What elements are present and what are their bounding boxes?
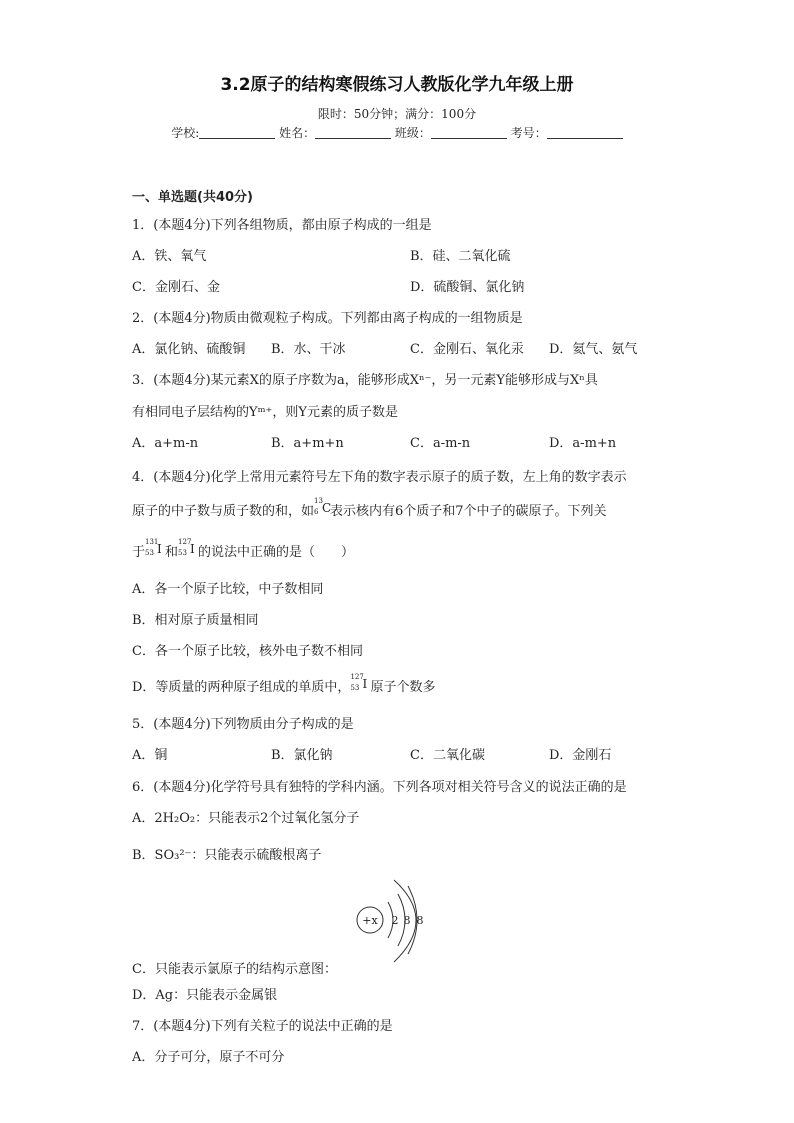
q4-stem-line3a: 于 (132, 545, 146, 560)
q4-stem-line3 (132, 538, 355, 560)
iodine-131-isotope (145, 538, 165, 557)
q7-stem: 7．(本题4分)下列有关粒子的说法中正确的是 (132, 1019, 393, 1034)
q6-option-d[interactable]: D．Ag：只能表示金属银 (132, 988, 278, 1003)
q2-option-a[interactable]: A．氯化钠、硫酸铜 (132, 342, 246, 357)
q6-stem: 6．(本题4分)化学符号具有独特的学科内涵。下列各项对相关符号含义的说法正确的是 (132, 780, 627, 795)
id-blank[interactable] (547, 126, 623, 139)
q3-stem-line2: 有相同电子层结构的Yᵐ⁺，则Y元素的质子数是 (132, 405, 398, 420)
q4-option-d-text2: 原子个数多 (370, 680, 436, 695)
name-blank[interactable] (315, 126, 391, 139)
iodine-127-isotope (178, 538, 198, 557)
q4-stem-line3b: 和 (165, 545, 179, 560)
i127d-mass-number: 127 (350, 673, 364, 681)
iodine-127-isotope-d (350, 673, 370, 692)
c-symbol: C (322, 501, 332, 515)
time-limit: 限时：50分钟；满分：100分 (317, 107, 477, 121)
q2-option-c[interactable]: C．金刚石、氧化汞 (410, 342, 524, 357)
q1-stem: 1．(本题4分)下列各组物质，都由原子构成的一组是 (132, 218, 432, 233)
q5-option-a[interactable]: A．铜 (132, 748, 168, 763)
class-blank[interactable] (431, 126, 507, 139)
q4-stem-line2b: 表示核内有6个质子和7个中子的碳原子。下列关 (330, 504, 607, 519)
class-label: 班级： (394, 126, 431, 140)
school-label: 学校: (171, 126, 200, 140)
q6-option-c[interactable]: C．只能表示氯原子的结构示意图： (132, 962, 337, 977)
q6-option-b[interactable]: B．SO₃²⁻：只能表示硫酸根离子 (132, 848, 322, 863)
q4-stem-line2a: 原子的中子数与质子数的和，如 (132, 504, 315, 519)
q3-option-b[interactable]: B．a+m+n (271, 436, 344, 451)
q1-option-a[interactable]: A．铁、氧气 (132, 249, 207, 264)
q4-option-c[interactable]: C．各一个原子比较，核外电子数不相同 (132, 644, 363, 659)
q3-option-c[interactable]: C．a-m-n (410, 436, 471, 451)
q7-option-a[interactable]: A．分子可分，原子不可分 (132, 1050, 285, 1065)
q2-option-d[interactable]: D．氦气、氨气 (549, 342, 638, 357)
q1-option-b[interactable]: B．硅、二氧化硫 (410, 249, 511, 264)
q2-stem: 2．(本题4分)物质由微观粒子构成。下列都由离子构成的一组物质是 (132, 311, 523, 326)
q4-stem-line1: 4．(本题4分)化学上常用元素符号左下角的数字表示原子的质子数，左上角的数字表示 (132, 470, 627, 485)
q5-option-d[interactable]: D．金刚石 (549, 748, 612, 763)
nucleus-label: +x (362, 914, 378, 927)
q5-option-c[interactable]: C．二氧化碳 (410, 748, 485, 763)
q4-option-a[interactable]: A．各一个原子比较，中子数相同 (132, 582, 324, 597)
carbon-isotope (314, 497, 332, 516)
exam-title: 3.2原子的结构寒假练习人教版化学九年级上册 (220, 75, 574, 95)
q5-option-b[interactable]: B．氯化钠 (271, 748, 333, 763)
student-info-row (0, 124, 794, 141)
q3-option-d[interactable]: D．a-m+n (549, 436, 617, 451)
i131-symbol: I (157, 542, 162, 556)
i131-atomic-number: 53 (145, 549, 154, 557)
i131-mass-number: 131 (145, 538, 159, 546)
name-label: 姓名： (279, 126, 316, 140)
c-mass-number: 13 (314, 497, 323, 505)
q4-stem-line3c: 的说法中正确的是（ ） (198, 545, 355, 560)
shell-2-electrons: 8 (403, 914, 411, 927)
q2-option-b[interactable]: B．水、干冰 (271, 342, 346, 357)
shell-1-electrons: 2 (391, 914, 399, 927)
section-title: 一、单选题(共40分) (132, 190, 253, 205)
q1-option-d[interactable]: D．硫酸铜、氯化钠 (410, 280, 525, 295)
i127-symbol: I (190, 542, 195, 556)
i127-mass-number: 127 (178, 538, 192, 546)
q5-stem: 5．(本题4分)下列物质由分子构成的是 (132, 717, 354, 732)
q3-option-a[interactable]: A．a+m-n (132, 436, 199, 451)
q4-stem-line2 (132, 497, 607, 519)
q4-option-d-text1: D．等质量的两种原子组成的单质中， (132, 680, 351, 695)
atom-structure-diagram (350, 874, 440, 966)
q1-option-c[interactable]: C．金刚石、金 (132, 280, 220, 295)
i127d-atomic-number: 53 (350, 684, 360, 692)
q3-stem-line1: 3．(本题4分)某元素X的原子序数为a，能够形成Xⁿ⁻，另一元素Y能够形成与Xⁿ具 (132, 373, 598, 388)
c-atomic-number: 6 (314, 508, 319, 516)
q4-option-d[interactable] (132, 673, 436, 695)
i127d-symbol: I (362, 677, 368, 691)
i127-atomic-number: 53 (178, 549, 187, 557)
id-label: 考号： (510, 126, 547, 140)
q6-option-a[interactable]: A．2H₂O₂：只能表示2个过氧化氢分子 (132, 811, 360, 826)
q4-option-b[interactable]: B．相对原子质量相同 (132, 613, 259, 628)
shell-3-electrons: 8 (416, 914, 424, 927)
school-blank[interactable] (199, 126, 275, 139)
